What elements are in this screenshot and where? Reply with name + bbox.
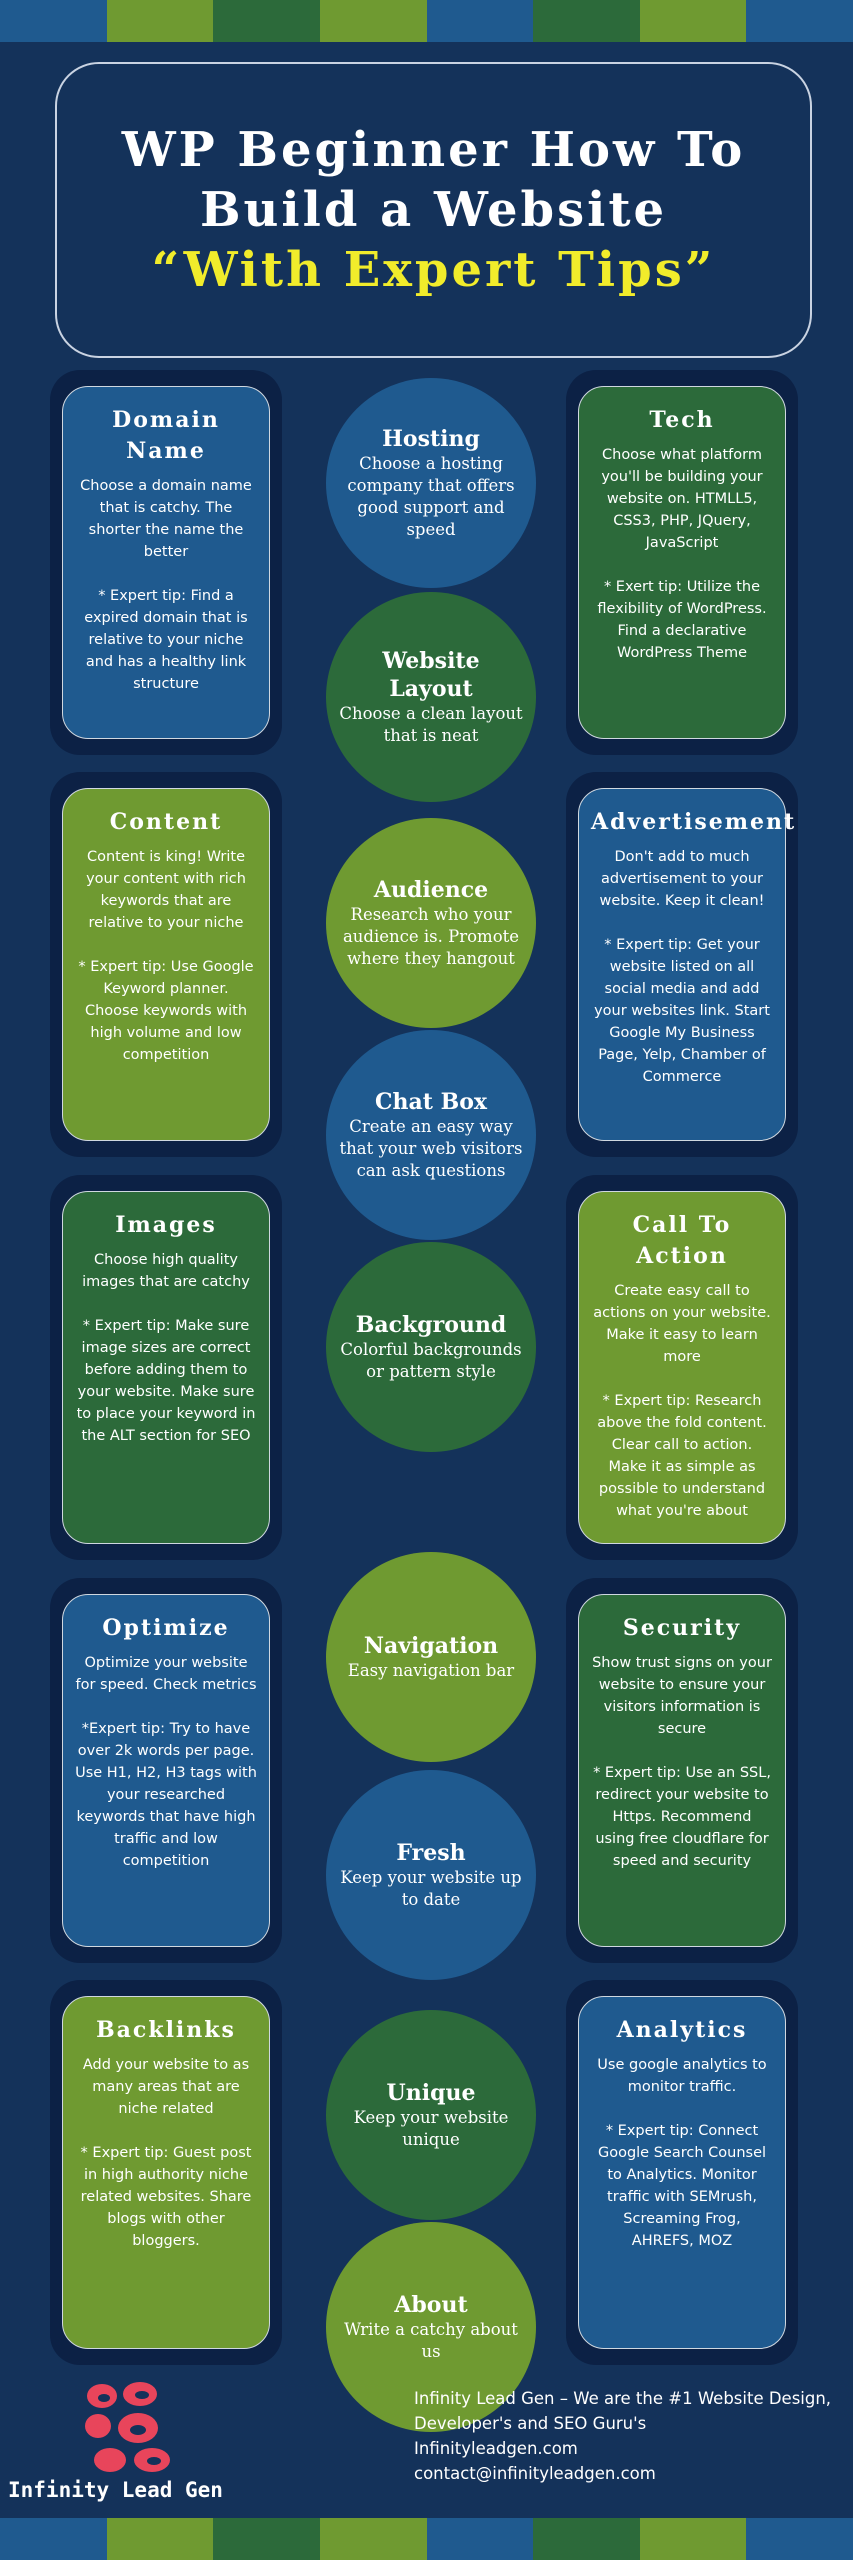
card-images: [50, 1175, 282, 1560]
card-title: Content: [109, 809, 223, 835]
card-title: Tech: [649, 407, 715, 433]
title-line-3: “With Expert Tips”: [151, 242, 716, 298]
circle-background: [326, 1242, 536, 1452]
stripe-segment: [320, 0, 427, 42]
footer-tagline-cont: Developer's and SEO Guru's: [414, 2414, 647, 2433]
stripe-segment: [427, 0, 534, 42]
stripe-segment: [533, 2518, 640, 2560]
circle-title: Navigation: [363, 1633, 499, 1659]
title-panel: [55, 62, 812, 358]
circle-body: Keep your website up to date: [340, 1868, 522, 1909]
infinity-lead-gen-logo-icon: [80, 2380, 190, 2475]
card-body: Optimize your website for speed. Check metrics *Expert tip: Try to have over 2k words per page. Use H1, H2, H3 tags with your researched keywords that have high traffic and low competition: [75, 1655, 257, 1869]
card-title: Backlinks: [96, 2017, 236, 2043]
card-content-inner: [62, 788, 270, 1141]
stripe-segment: [0, 2518, 107, 2560]
circle-title: Unique: [386, 2080, 476, 2106]
circle-title: About: [394, 2292, 468, 2318]
circle-title: Background: [355, 1312, 507, 1338]
stripe-segment: [0, 0, 107, 42]
card-body: Create easy call to actions on your website. Make it easy to learn more * Expert tip: Research above the fold content. Clear call to action. Make it as simple as possible to understand what you're about: [593, 1283, 771, 1519]
circle-body: Colorful backgrounds or pattern style: [340, 1340, 522, 1381]
card-title: Security: [622, 1615, 742, 1641]
card-body: Show trust signs on your website to ensure your visitors information is secure * Expert tip: Use an SSL, redirect your website to Https. Recommend using free cloudflare for speed and security: [592, 1655, 772, 1869]
card-call-to-action-inner: [578, 1191, 786, 1544]
card-title: Images: [115, 1212, 217, 1238]
card-backlinks-inner: [62, 1996, 270, 2349]
card-analytics: [566, 1980, 798, 2365]
card-body: Choose what platform you'll be building your website on. HTMLL5, CSS3, PHP, JQuery, JavaScript * Exert tip: Utilize the flexibility of WordPress. Find a declarative WordPress Theme: [597, 447, 767, 661]
footer-website-link[interactable]: Infinityleadgen.com: [414, 2439, 578, 2458]
circle-chat-box: [326, 1030, 536, 1240]
card-optimize: [50, 1578, 282, 1963]
circle-title: Chat Box: [375, 1089, 487, 1115]
footer-info: [414, 2386, 850, 2486]
card-analytics-inner: [578, 1996, 786, 2349]
circle-body: Keep your website unique: [353, 2108, 509, 2149]
title-line-2: Build a Website: [199, 182, 668, 238]
circle-body: Write a catchy about us: [344, 2320, 518, 2361]
top-color-stripe: [0, 0, 853, 42]
card-security-inner: [578, 1594, 786, 1947]
circle-title: Website Layout: [382, 648, 480, 702]
stripe-segment: [427, 2518, 534, 2560]
bottom-color-stripe: [0, 2518, 853, 2560]
stripe-segment: [107, 0, 214, 42]
card-title: Advertisement: [591, 809, 797, 835]
card-optimize-inner: [62, 1594, 270, 1947]
card-title: Analytics: [616, 2017, 748, 2043]
circle-title: Fresh: [396, 1840, 466, 1866]
stripe-segment: [320, 2518, 427, 2560]
card-advertisement-inner: [578, 788, 797, 1141]
title-line-1: WP Beginner How To: [121, 122, 746, 178]
card-body: Choose high quality images that are catchy * Expert tip: Make sure image sizes are correct before adding them to your website. Make sure to place your keyword in the ALT section for SEO: [76, 1252, 256, 1444]
card-content: [50, 772, 282, 1157]
circle-body: Easy navigation bar: [347, 1661, 515, 1680]
card-body: Use google analytics to monitor traffic. * Expert tip: Connect Google Search Counsel to Analytics. Monitor traffic with SEMrush, Screaming Frog, AHREFS, MOZ: [597, 2057, 767, 2249]
stripe-segment: [746, 0, 853, 42]
card-call-to-action: [566, 1175, 798, 1560]
card-body: Add your website to as many areas that are niche related * Expert tip: Guest post in high authority niche related websites. Share blogs with other bloggers.: [80, 2057, 252, 2249]
circle-body: Choose a hosting company that offers good support and speed: [347, 454, 515, 539]
card-domain-name-inner: [62, 386, 270, 739]
stripe-segment: [213, 0, 320, 42]
stripe-segment: [640, 0, 747, 42]
stripe-segment: [746, 2518, 853, 2560]
card-tech-inner: [578, 386, 786, 739]
circle-title: Audience: [373, 877, 489, 903]
card-tech: [566, 370, 798, 755]
card-title: Domain Name: [112, 407, 220, 464]
circle-hosting: [326, 378, 536, 588]
card-body: Content is king! Write your content with rich keywords that are relative to your niche * Expert tip: Use Google Keyword planner. Choose keywords with high volume and low competition: [78, 849, 254, 1063]
circle-title: Hosting: [382, 426, 480, 452]
card-domain-name: [50, 370, 282, 755]
circle-body: Research who your audience is. Promote where they hangout: [342, 905, 520, 968]
card-backlinks: [50, 1980, 282, 2365]
stripe-segment: [533, 0, 640, 42]
circle-unique: [326, 2010, 536, 2220]
footer-tagline: Infinity Lead Gen – We are the #1 Website Design,: [414, 2389, 832, 2408]
circle-fresh: [326, 1770, 536, 1980]
card-security: [566, 1578, 798, 1963]
card-images-inner: [62, 1191, 270, 1544]
card-advertisement: [566, 772, 798, 1157]
footer-email-link[interactable]: contact@infinityleadgen.com: [414, 2464, 656, 2483]
circle-website-layout: [326, 592, 536, 802]
card-title: Optimize: [102, 1615, 230, 1641]
stripe-segment: [640, 2518, 747, 2560]
card-body: Don't add to much advertisement to your website. Keep it clean! * Expert tip: Get your website listed on all social media and add your websites link. Start Google My Business Page, Yelp, Chamber of Commerce: [594, 849, 770, 1085]
stripe-segment: [107, 2518, 214, 2560]
circle-navigation: [326, 1552, 536, 1762]
circle-body: Choose a clean layout that is neat: [339, 704, 523, 745]
brand-name: Infinity Lead Gen: [8, 2478, 223, 2502]
stripe-segment: [213, 2518, 320, 2560]
circle-body: Create an easy way that your web visitors can ask questions: [339, 1117, 523, 1180]
card-body: Choose a domain name that is catchy. The shorter the name the better * Expert tip: Find a expired domain that is relative to your niche and has a healthy link structure: [80, 478, 252, 692]
card-title: Call To Action: [632, 1212, 732, 1269]
circle-audience: [326, 818, 536, 1028]
